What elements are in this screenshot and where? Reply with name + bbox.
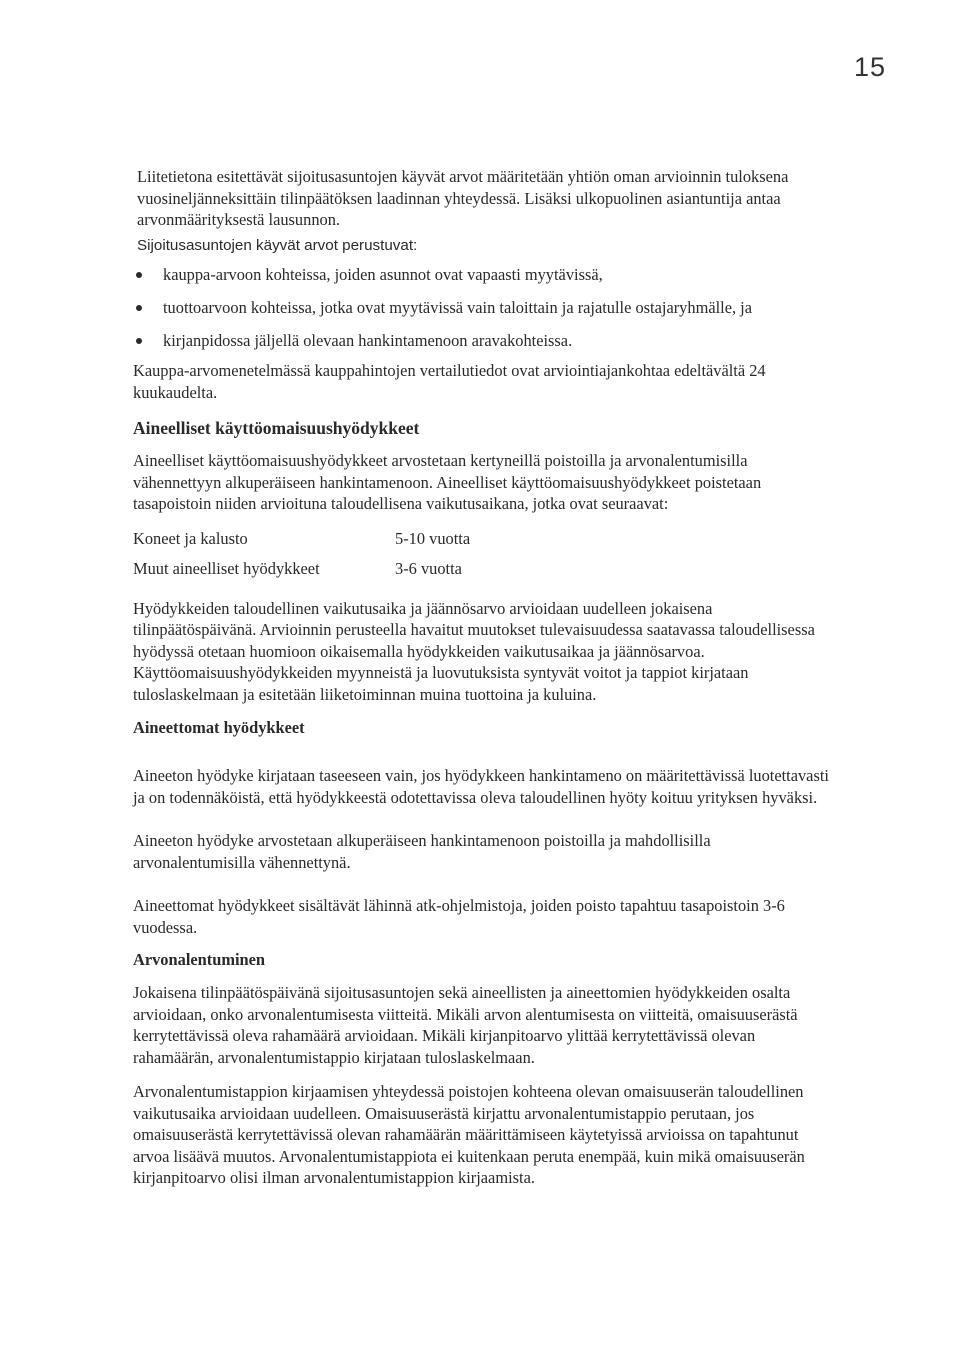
table-row <box>133 528 513 558</box>
list-item <box>133 297 833 319</box>
paragraph-tangible-valuation: Aineelliset käyttöomaisuushyödykkeet arvostetaan kertyneillä poistoilla ja arvonalentumisilla vähennettyyn alkuperäiseen hankintamenoon. Aineelliset käyttöomaisuushyödykkeet poistetaan tasapoistoin niiden arvioituna taloudellisena vaikutusaikana, jotka ovat seuraavat: <box>133 451 762 513</box>
heading-intangible-assets: Aineettomat hyödykkeet <box>133 718 305 737</box>
table-cell-item: Koneet ja kalusto <box>133 528 248 548</box>
paragraph-fair-value-intro: Liitetietona esitettävät sijoitusasuntojen käyvät arvot määritetään yhtiön oman arvioinnin tuloksena vuosineljänneksittäin tilinpäätöksen laadinnan yhteydessä. Lisäksi ulkopuolinen asiantuntija antaa arvonmäärityksestä lausunnon. <box>137 167 789 229</box>
fair-value-basis-list <box>133 264 833 352</box>
paragraph-useful-life-review: Hyödykkeiden taloudellinen vaikutusaika ja jäännösarvo arvioidaan uudelleen jokaisena tilinpäätöspäivänä. Arvioinnin perusteella havaitut muutokset tulevaisuudessa saatavassa taloudellisessa hyödyssä otetaan huomioon oikaisemalla hyödykkeiden vaikutusaikaa ja jäännösarvoa. Käyttöomaisuushyödykkeiden myynneistä ja luovutuksista syntyvät voitot ja tappiot kirjataan tuloslaskelmaan ja esitetään liiketoiminnan muina tuottoina ja kuluina. <box>133 598 815 704</box>
bullet-icon <box>136 305 142 311</box>
heading-tangible-assets: Aineelliset käyttöomaisuushyödykkeet <box>133 418 420 438</box>
paragraph-market-value-method: Kauppa-arvomenetelmässä kauppahintojen vertailutiedot ovat arviointiajankohtaa edeltävältä 24 kuukaudelta. <box>133 361 766 402</box>
paragraph-impairment-assessment: Jokaisena tilinpäätöspäivänä sijoitusasuntojen sekä aineellisten ja aineettomien hyödykkeiden osalta arvioidaan, onko arvonalentumisesta viitteitä. Mikäli arvon alentumisesta on viitteitä, omaisuuserästä kerrytettävissä oleva rahamäärä arvioidaan. Mikäli kirjanpitoarvo ylittää kerrytettävissä olevan rahamäärän, arvonalentumistappio kirjataan tuloslaskelmaan. <box>133 983 798 1067</box>
table-cell-period: 5-10 vuotta <box>395 528 471 548</box>
list-item <box>133 264 833 286</box>
table-row <box>133 558 513 588</box>
list-item-text: kauppa-arvoon kohteissa, joiden asunnot ovat vapaasti myytävissä, <box>163 265 603 284</box>
list-item-text: kirjanpidossa jäljellä olevaan hankintamenoon aravakohteissa. <box>163 331 573 350</box>
table-cell-period: 3-6 vuotta <box>395 558 462 578</box>
paragraph-intangible-recognition: Aineeton hyödyke kirjataan taseeseen vain, jos hyödykkeen hankintameno on määritettävissä luotettavasti ja on todennäköistä, että hyödykkeestä odotettavissa oleva taloudellinen hyöty koituu yrityksen hyväksi. <box>133 766 829 807</box>
paragraph-intangible-contents: Aineettomat hyödykkeet sisältävät lähinnä atk-ohjelmistoja, joiden poisto tapahtuu tasapoistoin 3-6 vuodessa. <box>133 896 785 937</box>
paragraph-fair-value-basis: Sijoitusasuntojen käyvät arvot perustuvat: <box>137 236 418 254</box>
list-item <box>133 330 833 352</box>
list-item-text: tuottoarvoon kohteissa, jotka ovat myytävissä vain taloittain ja rajatulle ostajaryhmälle, ja <box>163 298 752 317</box>
document-body <box>133 166 833 1189</box>
bullet-icon <box>136 338 142 344</box>
paragraph-impairment-reversal: Arvonalentumistappion kirjaamisen yhteydessä poistojen kohteena olevan omaisuuserän taloudellinen vaikutusaika arvioidaan uudelleen. Omaisuuserästä kirjattu arvonalentumistappio perutaan, jos omaisuuserästä kerrytettävissä olevan rahamäärän määrittämiseen käytetyissä arvioissa on tapahtunut arvoa lisäävä muutos. Arvonalentumistappiota ei kuitenkaan peruta enempää, kuin mikä omaisuuserän kirjanpitoarvo olisi ilman arvonalentumistappion kirjaamista. <box>133 1082 805 1187</box>
depreciation-table <box>133 528 513 588</box>
table-cell-item: Muut aineelliset hyödykkeet <box>133 558 320 578</box>
page-number: 15 <box>853 52 886 82</box>
paragraph-intangible-measurement: Aineeton hyödyke arvostetaan alkuperäiseen hankintamenoon poistoilla ja mahdollisilla arvonalentumisilla vähennettynä. <box>133 831 711 872</box>
heading-impairment: Arvonalentuminen <box>133 950 266 969</box>
bullet-icon <box>136 272 142 278</box>
